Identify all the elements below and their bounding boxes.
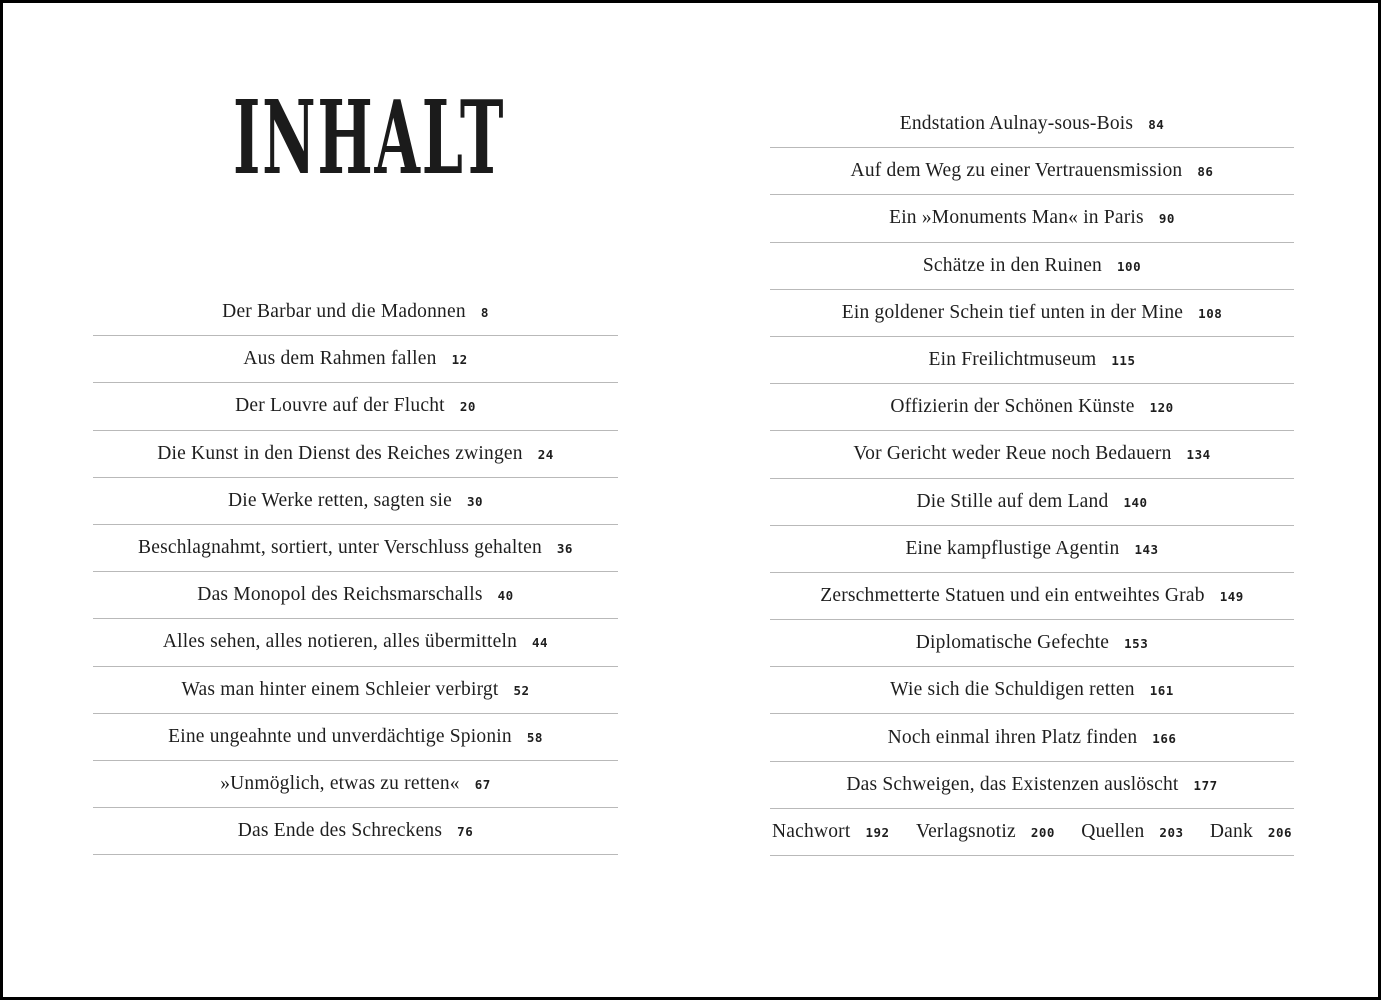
toc-entry (770, 290, 1294, 337)
page-number: 140 (1123, 494, 1148, 510)
toc-entry (770, 714, 1294, 761)
page-number: 166 (1152, 730, 1177, 746)
page-number: 76 (457, 824, 474, 840)
toc-entry-line (138, 537, 573, 559)
chapter-title: Ein Freilichtmuseum (928, 349, 1097, 371)
toc-entry (93, 525, 618, 572)
page-number: 52 (513, 682, 530, 698)
chapter-title: Das Monopol des Reichsmarschalls (197, 584, 483, 606)
chapter-title: Die Kunst in den Dienst des Reiches zwingen (157, 442, 523, 464)
toc-entry-line (923, 255, 1141, 277)
page-number: 44 (532, 635, 549, 651)
page-number: 40 (497, 588, 514, 604)
page-number: 149 (1219, 588, 1244, 604)
chapter-title: Auf dem Weg zu einer Vertrauensmission (850, 160, 1183, 182)
toc-footer-entry (916, 821, 1055, 843)
chapter-title: Noch einmal ihren Platz finden (887, 726, 1138, 748)
page-number: 115 (1111, 353, 1136, 369)
chapter-title: Endstation Aulnay-sous-Bois (899, 113, 1134, 135)
toc-entry (93, 714, 618, 761)
toc-entry (93, 478, 618, 525)
toc-entry-line (235, 395, 476, 417)
page-number: 8 (480, 305, 489, 321)
toc-entry-line (163, 631, 548, 653)
chapter-title: Aus dem Rahmen fallen (243, 348, 437, 370)
page-number: 12 (451, 352, 468, 368)
page-number: 161 (1149, 683, 1174, 699)
toc-entry-line (888, 727, 1177, 749)
chapter-title: Offizierin der Schönen Künste (890, 396, 1135, 418)
toc-entry (93, 619, 618, 666)
page-title: INHALT (233, 78, 506, 197)
chapter-title: Das Ende des Schreckens (237, 820, 443, 842)
toc-entry-line (842, 302, 1223, 324)
chapter-title: Ein goldener Schein tief unten in der Mine (841, 301, 1184, 323)
chapter-title: Eine ungeahnte und unverdächtige Spionin (168, 725, 512, 747)
page-number: 86 (1197, 164, 1214, 180)
toc-entry (770, 431, 1294, 478)
chapter-title: Nachwort (772, 820, 851, 842)
chapter-title: Beschlagnahmt, sortiert, unter Verschluss gehalten (138, 537, 542, 559)
toc-entry-line (916, 491, 1147, 513)
chapter-title: Das Schweigen, das Existenzen auslöscht (846, 773, 1179, 795)
toc-entry (770, 148, 1294, 195)
toc-entry-line (846, 774, 1217, 796)
chapter-title: Die Werke retten, sagten sie (227, 489, 452, 511)
page-number: 206 (1267, 824, 1292, 840)
page-number: 143 (1134, 541, 1159, 557)
chapter-title: Verlagsnotiz (915, 820, 1016, 842)
toc-entry-line (157, 443, 554, 465)
chapter-title: Diplomatische Gefechte (915, 632, 1110, 654)
toc-entry (770, 620, 1294, 667)
toc-entry-line (197, 584, 513, 606)
toc-entry (93, 289, 618, 336)
chapter-title: Die Stille auf dem Land (916, 490, 1109, 512)
toc-entry (93, 667, 618, 714)
toc-entry-line (905, 538, 1158, 560)
toc-column-left (93, 289, 618, 855)
toc-entry (770, 243, 1294, 290)
chapter-title: Zerschmetterte Statuen und ein entweihtes Grab (820, 584, 1205, 606)
toc-entry-line (168, 726, 543, 748)
toc-entry-line (929, 349, 1136, 371)
toc-entry (93, 336, 618, 383)
toc-entry (770, 667, 1294, 714)
toc-entry (770, 337, 1294, 384)
toc-entry-line (851, 160, 1214, 182)
toc-entry (93, 383, 618, 430)
toc-entry (770, 526, 1294, 573)
chapter-title: Der Barbar und die Madonnen (222, 301, 466, 323)
chapter-title: Vor Gericht weder Reue noch Bedauern (853, 443, 1172, 465)
page-number: 24 (537, 446, 554, 462)
page-number: 90 (1158, 211, 1175, 227)
toc-entry-line (238, 820, 473, 842)
page-number: 108 (1198, 305, 1223, 321)
toc-entry (93, 572, 618, 619)
toc-entry-line (916, 632, 1148, 654)
chapter-title: Der Louvre auf der Flucht (235, 395, 445, 417)
toc-entry (770, 101, 1294, 148)
chapter-title: Eine kampflustige Agentin (905, 537, 1120, 559)
page-number: 67 (474, 776, 491, 792)
toc-entry-line (889, 207, 1175, 229)
toc-entry (93, 431, 618, 478)
page-number: 120 (1149, 400, 1174, 416)
toc-entry (770, 479, 1294, 526)
toc-entry-line (900, 113, 1165, 135)
toc-entry-line (181, 679, 529, 701)
toc-entry-line (890, 396, 1173, 418)
page-number: 36 (556, 541, 573, 557)
toc-footer-row (770, 809, 1294, 856)
chapter-title: Dank (1209, 820, 1253, 842)
toc-entry-line (228, 490, 483, 512)
chapter-title: Was man hinter einem Schleier verbirgt (181, 678, 499, 700)
chapter-title: Quellen (1081, 820, 1145, 842)
toc-column-right (770, 101, 1294, 856)
page-number: 200 (1030, 824, 1055, 840)
page-number: 20 (459, 399, 476, 415)
page-number: 177 (1193, 777, 1218, 793)
page-number: 203 (1159, 824, 1184, 840)
chapter-title: Alles sehen, alles notieren, alles übermitteln (162, 631, 518, 653)
toc-entry-line (243, 348, 467, 370)
page-number: 134 (1186, 447, 1211, 463)
toc-footer-entry (1210, 821, 1292, 843)
page-number: 58 (526, 729, 543, 745)
chapter-title: »Unmöglich, etwas zu retten« (220, 772, 460, 794)
chapter-title: Wie sich die Schuldigen retten (890, 679, 1135, 701)
toc-entry (93, 808, 618, 855)
toc-footer-entry (1081, 821, 1183, 843)
toc-entry-line (890, 679, 1174, 701)
toc-entry (770, 573, 1294, 620)
toc-entry-line (820, 585, 1244, 607)
toc-entry-line (220, 773, 491, 795)
page-number: 84 (1148, 117, 1165, 133)
page-number: 153 (1124, 636, 1149, 652)
toc-entry (770, 195, 1294, 242)
toc-entry-line (853, 443, 1210, 465)
page-number: 100 (1117, 258, 1142, 274)
toc-entry (770, 384, 1294, 431)
toc-entry (93, 761, 618, 808)
chapter-title: Ein »Monuments Man« in Paris (889, 207, 1144, 229)
page-number: 30 (466, 493, 484, 509)
toc-entry-line (222, 301, 489, 323)
toc-footer-entry (772, 821, 890, 843)
page-number: 192 (865, 824, 890, 840)
chapter-title: Schätze in den Ruinen (922, 254, 1103, 276)
toc-entry (770, 762, 1294, 809)
